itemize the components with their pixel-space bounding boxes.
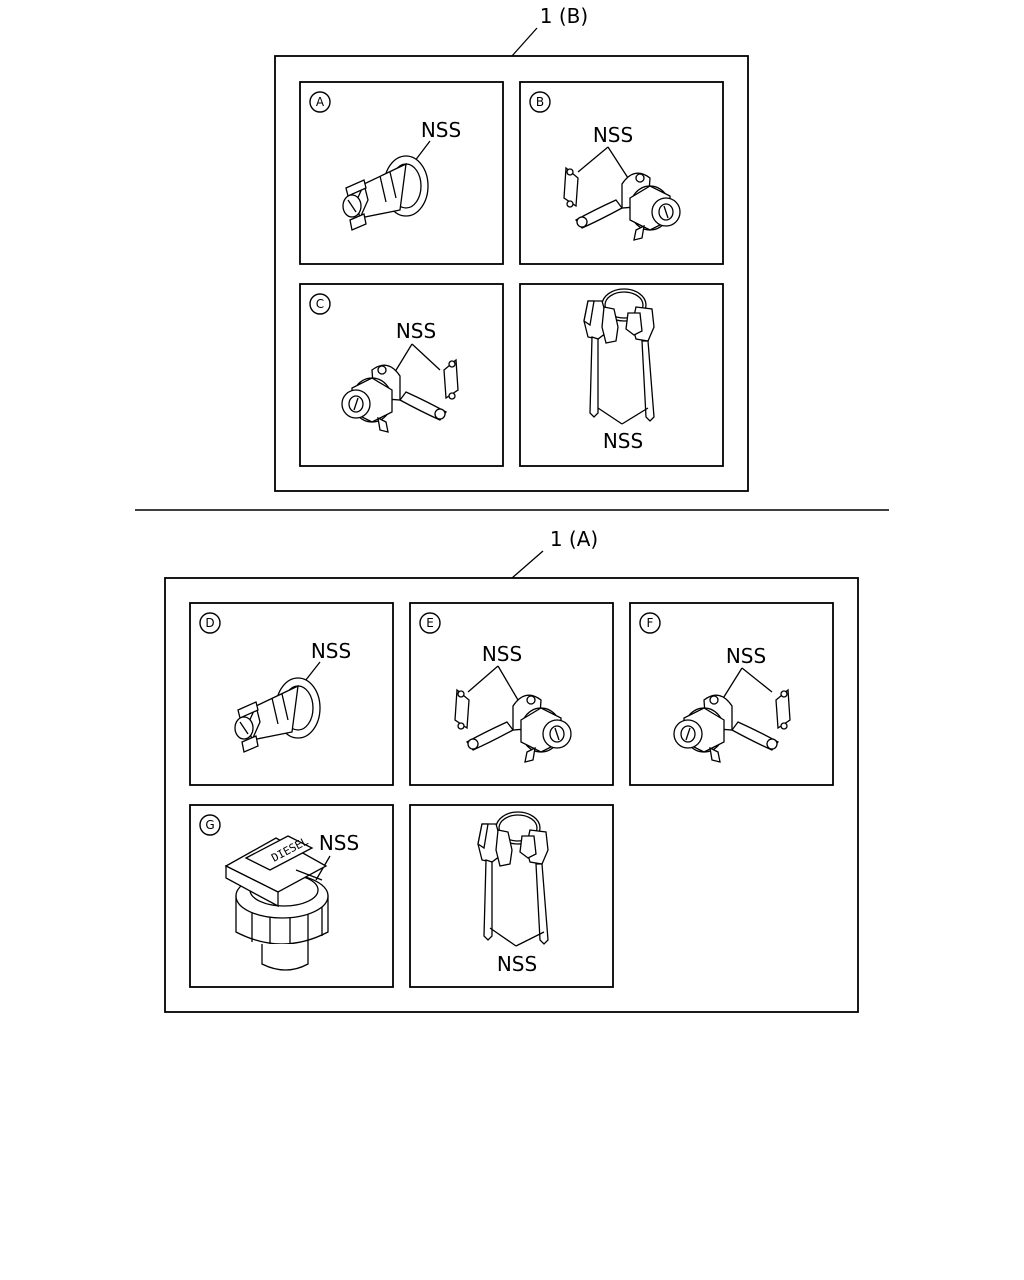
fuel-cap-icon: [226, 834, 328, 970]
nss-callout: NSS: [481, 642, 523, 666]
door-lock-cylinder-icon: [674, 690, 790, 762]
panel-marker: G: [205, 818, 215, 832]
door-lock-cylinder-icon: [564, 168, 680, 240]
group-b-frame: [275, 56, 748, 491]
panel-marker: E: [426, 616, 434, 630]
nss-callout: NSS: [592, 123, 634, 147]
nss-callout: NSS: [725, 644, 767, 668]
key-set-icon: [584, 289, 654, 421]
group-b-label: 1 (B): [539, 4, 589, 28]
panel-keys-a: [410, 805, 613, 987]
panel-e: [410, 603, 613, 785]
nss-callout: NSS: [395, 319, 437, 343]
panel-a: [300, 82, 503, 264]
group-b: [275, 4, 748, 491]
group-a-label: 1 (A): [549, 527, 599, 551]
panel-keys-b: [520, 284, 723, 466]
door-lock-cylinder-icon: [455, 690, 571, 762]
group-a-leader: [512, 551, 543, 578]
nss-callout: NSS: [318, 831, 360, 855]
nss-callout: NSS: [420, 118, 462, 142]
panel-c: [300, 284, 503, 466]
ignition-cylinder-icon: [235, 678, 320, 752]
panel-b: [520, 82, 723, 264]
key-set-icon: [478, 812, 548, 944]
panel-marker: A: [315, 95, 325, 109]
panel-marker: D: [205, 616, 215, 630]
nss-callout: NSS: [310, 639, 352, 663]
panel-marker: C: [315, 297, 325, 311]
nss-callout: NSS: [496, 952, 538, 976]
panel-marker: F: [646, 616, 654, 630]
ignition-cylinder-icon: [343, 156, 428, 230]
panel-f: [630, 603, 833, 785]
panel-g: [190, 805, 393, 987]
group-b-leader: [512, 28, 537, 56]
panel-marker: B: [535, 95, 545, 109]
panel-d: [190, 603, 393, 785]
nss-callout: NSS: [602, 429, 644, 453]
group-a: [165, 527, 858, 1012]
door-lock-cylinder-icon: [342, 360, 458, 432]
